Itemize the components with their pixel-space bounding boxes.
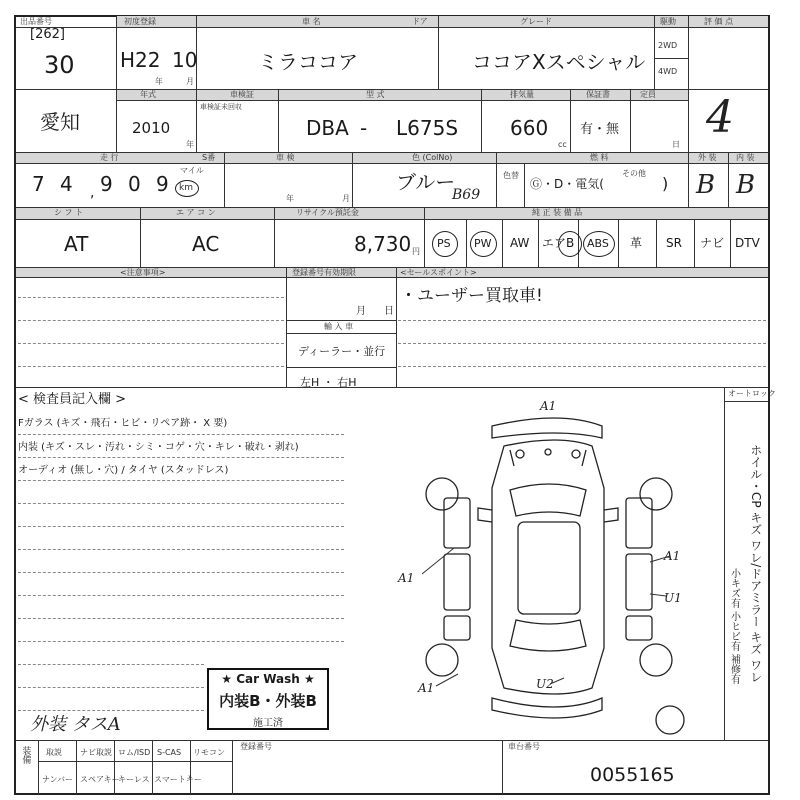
regdate-label: 登録番号有効期限 — [292, 268, 356, 277]
rule — [502, 740, 503, 795]
inspector-note-interior: 内装 (キズ・スレ・汚れ・シミ・コゲ・穴・キレ・破れ・剥れ) — [18, 442, 299, 453]
inspection-month-unit: 月 — [342, 194, 350, 203]
rule — [116, 100, 688, 101]
ac-label: エ ア コ ン — [176, 208, 216, 217]
dashed-line — [18, 710, 204, 711]
footer-item: ロム/ISD — [118, 748, 151, 757]
car-grade: ココアXスペシャル — [472, 50, 646, 74]
footer-item: キーレス — [118, 775, 150, 784]
first-reg-year-unit: 年 — [155, 77, 163, 86]
inspector-note-audio: オーディオ (無し・穴) / タイヤ (スタッドレス) — [18, 465, 229, 476]
engine-cc: 660 — [510, 116, 549, 140]
drive-label: 駆動 — [660, 17, 676, 26]
exterior-label: 外 装 — [698, 153, 717, 162]
rule — [232, 740, 233, 795]
footer-item: スマートキー — [154, 775, 202, 784]
rule — [16, 207, 768, 208]
reg-note: 車検証未回収 — [200, 103, 242, 111]
stamp-line: 内装B・外装B — [219, 692, 317, 710]
equipment-label: 純 正 装 備 品 — [532, 208, 583, 217]
warranty-label: 保証書 — [586, 90, 610, 99]
rule — [286, 367, 396, 368]
rule — [196, 16, 197, 152]
fuel-label: 燃 料 — [590, 153, 609, 162]
rule — [16, 387, 768, 388]
reg-label: 車検証 — [230, 90, 254, 99]
damage-mark: A1 — [664, 549, 681, 563]
rule — [694, 219, 695, 267]
rule — [496, 152, 497, 207]
stamp-done: 施工済 — [253, 714, 283, 730]
rule — [16, 27, 768, 28]
model-label: 型 式 — [366, 90, 385, 99]
rule — [524, 163, 525, 207]
mileage-digit: 0 — [128, 172, 141, 196]
rule — [274, 207, 275, 267]
body-color: ブルー — [396, 170, 456, 194]
dashed-line — [18, 687, 204, 688]
drive-4wd: 4WD — [658, 67, 678, 76]
rule — [140, 207, 141, 267]
equip-pw: PW — [474, 237, 492, 250]
damage-mark: U1 — [664, 591, 682, 605]
fuel-options: Ⓖ・D・電気( — [530, 177, 604, 191]
drive-2wd: 2WD — [658, 41, 678, 50]
dashed-line — [18, 572, 344, 573]
steering-side: 左H ・ 右H — [300, 376, 357, 389]
dashed-line — [18, 549, 344, 550]
region: 愛知 — [40, 110, 80, 134]
rule — [656, 219, 657, 267]
rule — [730, 219, 731, 267]
inspector-note-glass: Fガラス (キズ・飛石・ヒビ・リペア跡・ X 要) — [18, 418, 228, 429]
car-name: ミラココア — [258, 50, 358, 74]
header-band-row3 — [16, 152, 768, 163]
reg-expiry-month: 月 — [356, 306, 366, 317]
serial-label: 車台番号 — [508, 742, 540, 751]
header-band-row4 — [16, 207, 768, 219]
footer-item: ナビ取説 — [80, 748, 112, 757]
interior-score: B — [736, 170, 756, 200]
rule — [224, 152, 225, 207]
cc-unit: cc — [558, 140, 567, 149]
grade-label: グレード — [520, 17, 552, 26]
rule — [481, 89, 482, 152]
serial-number: 0055165 — [590, 764, 675, 786]
equip-dtv: DTV — [735, 236, 760, 250]
first-reg-label: 初度登録 — [124, 17, 156, 26]
recycle-fee: 8,730 — [354, 232, 412, 256]
footer-item: スペアキー — [80, 775, 120, 784]
reg-number-label: 登録番号 — [240, 742, 272, 751]
equip-leather: 革 — [630, 236, 643, 250]
sales-point: ・ユーザー買取車! — [400, 286, 543, 306]
rule — [630, 89, 631, 152]
reg-expiry-day: 日 — [384, 306, 394, 317]
dealer-parallel: ディーラー・並行 — [298, 345, 386, 358]
rule — [424, 207, 425, 267]
lot-big-number: 30 — [44, 51, 75, 79]
score-label: 評 価 点 — [704, 17, 734, 26]
rule — [352, 152, 353, 207]
ac-value: AC — [192, 232, 220, 256]
rule — [114, 740, 115, 795]
sales-label: <セールスポイント> — [400, 268, 477, 277]
handwritten-note: 外装 タスA — [30, 714, 121, 735]
seats-unit: 日 — [672, 140, 680, 149]
equip-airbag: エアB — [542, 236, 575, 250]
rule — [278, 89, 279, 152]
model-year: 2010 — [132, 119, 171, 137]
dashed-line — [18, 595, 344, 596]
rule — [16, 163, 768, 164]
first-reg-month-unit: 月 — [186, 77, 194, 86]
dashed-line — [18, 664, 204, 665]
warranty-value: 有・無 — [580, 122, 620, 137]
rule — [654, 58, 688, 59]
mileage-digit: 9 — [100, 172, 113, 196]
rule — [618, 219, 619, 267]
equip-sunroof: SR — [666, 236, 682, 250]
autolock-label: オートロック — [728, 389, 776, 398]
rule — [76, 740, 77, 795]
rule — [724, 401, 768, 402]
rule — [728, 152, 729, 207]
stamp-title: ★ Car Wash ★ — [221, 672, 315, 686]
rule — [116, 16, 117, 152]
model-dash: - — [360, 116, 368, 140]
rule — [396, 267, 397, 387]
rule — [286, 267, 287, 387]
footer-item: S-CAS — [157, 748, 182, 757]
dashed-line — [18, 434, 344, 435]
overall-score: 4 — [706, 92, 734, 143]
rule — [190, 740, 191, 795]
equip-aw: AW — [510, 236, 530, 250]
rule — [286, 333, 396, 334]
equip-ps: PS — [437, 237, 451, 250]
dashed-line — [18, 366, 284, 367]
name-label: 車 名 — [302, 17, 321, 26]
dashed-line — [18, 343, 284, 344]
car-wash-stamp — [207, 668, 329, 730]
color-number: B69 — [452, 187, 481, 203]
rule — [466, 219, 467, 267]
rule — [16, 740, 768, 741]
mileage-unit-km: km — [179, 183, 193, 193]
mileage-digit: 4 — [60, 172, 73, 196]
model-code: L675S — [396, 116, 459, 140]
color-label: 色 (ColNo) — [412, 153, 453, 162]
model-year-unit: 年 — [186, 140, 194, 149]
rule — [38, 740, 39, 795]
damage-mark: A1 — [398, 571, 415, 585]
dashed-line — [18, 641, 344, 642]
cc-label: 排気量 — [510, 90, 534, 99]
rule — [688, 16, 689, 207]
inspector-label: < 検査員記入欄 > — [18, 392, 127, 407]
damage-mark: A1 — [418, 681, 435, 695]
recycle-unit: 円 — [412, 247, 420, 256]
dashed-line — [18, 618, 344, 619]
rule — [538, 219, 539, 267]
recycle-label: リサイクル預託金 — [296, 208, 359, 217]
footer-item: リモコン — [193, 748, 225, 757]
dashed-line — [398, 343, 766, 344]
rule — [438, 16, 439, 89]
dashed-line — [18, 297, 284, 298]
rule — [570, 89, 571, 152]
mileage-unit-mile: マイル — [180, 166, 204, 175]
rule — [16, 277, 768, 278]
right-column-text: ホイル・CP キズ ワレ/ドアミラー キズ ワレ — [748, 444, 763, 683]
shift-value: AT — [64, 232, 89, 256]
lot-label: 出品番号 — [20, 17, 52, 26]
first-reg-era: H22 — [120, 48, 161, 72]
seats-label: 定員 — [640, 90, 656, 99]
dashed-line — [18, 480, 344, 481]
notes-label: <注意事項> — [120, 268, 166, 277]
dashed-line — [18, 457, 344, 458]
exterior-score: B — [696, 170, 716, 200]
footer-side-label: 装備 — [20, 746, 31, 764]
dashed-line — [398, 366, 766, 367]
fuel-other-label: その他 — [622, 169, 646, 178]
dashed-line — [18, 503, 344, 504]
import-label: 輸 入 車 — [324, 322, 354, 331]
inspection-label: 車 検 — [276, 153, 295, 162]
dashed-line — [18, 320, 284, 321]
damage-mark: A1 — [540, 399, 557, 413]
color-change-label: 色替 — [503, 171, 519, 180]
door-label: ドア — [412, 17, 428, 26]
mileage-digit: 9 — [156, 172, 169, 196]
mileage-digit: 7 — [32, 172, 45, 196]
chassis-label: S番 — [202, 153, 216, 162]
mileage-label: 走 行 — [100, 153, 119, 162]
footer-item: ナンバー — [42, 775, 74, 784]
year-label: 年式 — [140, 90, 156, 99]
car-diagram — [400, 398, 718, 738]
rule — [16, 152, 768, 153]
right-column-sub: 小キズ有 小ヒビ有 補修有 — [728, 568, 740, 685]
inspection-year-unit: 年 — [286, 194, 294, 203]
rule — [286, 320, 396, 321]
rule — [724, 387, 725, 740]
rule — [152, 740, 153, 795]
damage-mark: U2 — [536, 677, 554, 691]
equip-navi: ナビ — [700, 236, 725, 250]
fuel-close: ) — [662, 174, 669, 193]
model-prefix: DBA — [306, 116, 349, 140]
first-reg-month: 10 — [172, 48, 198, 72]
lot-number: [262] — [30, 27, 65, 42]
interior-label: 内 装 — [736, 153, 755, 162]
rule — [502, 219, 503, 267]
rule — [38, 761, 232, 762]
equip-abs: ABS — [587, 237, 609, 250]
dashed-line — [398, 320, 766, 321]
rule — [654, 16, 655, 89]
mileage-comma: , — [90, 185, 95, 201]
shift-label: シ フ ト — [54, 208, 84, 217]
dashed-line — [18, 526, 344, 527]
footer-item: 取説 — [46, 748, 62, 757]
